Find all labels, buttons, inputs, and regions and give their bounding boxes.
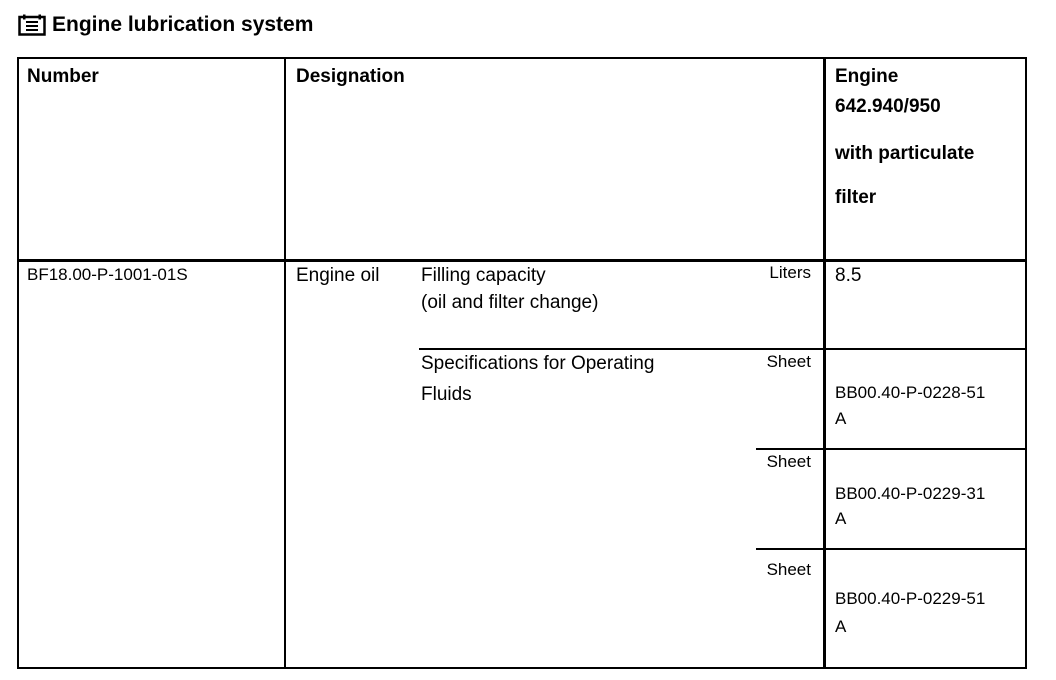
- item-value-line2: A: [835, 409, 847, 428]
- item-value: 8.5: [835, 265, 862, 286]
- item-value-line2: A: [835, 509, 847, 528]
- header-number: Number: [27, 66, 99, 87]
- header-engine-line4: filter: [835, 187, 877, 208]
- item-value-line1: BB00.40-P-0228-51: [835, 383, 986, 402]
- specification-table: [17, 57, 1027, 669]
- item-unit: Sheet: [766, 352, 811, 371]
- row-group: Engine oil: [296, 265, 380, 286]
- item-value-line1: BB00.40-P-0229-31: [835, 484, 986, 503]
- title-text: Engine lubrication system: [52, 13, 314, 36]
- row-number: BF18.00-P-1001-01S: [27, 265, 188, 284]
- row-divider: [756, 548, 1025, 550]
- document-icon: [18, 14, 46, 36]
- item-designation-line1: Specifications for Operating: [421, 353, 655, 374]
- header-designation: Designation: [296, 66, 405, 87]
- header-engine-line2: 642.940/950: [835, 96, 941, 117]
- item-value-line1: BB00.40-P-0229-51: [835, 589, 986, 608]
- header-engine-line1: Engine: [835, 66, 899, 87]
- document-title: [18, 10, 313, 40]
- header-engine-line3: with particulate: [835, 143, 975, 164]
- column-divider: [823, 59, 826, 667]
- item-designation-line2: (oil and filter change): [421, 292, 599, 313]
- item-value-line2: A: [835, 617, 847, 636]
- item-designation-line1: Filling capacity: [421, 265, 546, 286]
- item-designation-line2: Fluids: [421, 384, 472, 405]
- item-unit: Sheet: [766, 560, 811, 579]
- item-unit: Liters: [769, 263, 811, 282]
- item-unit: Sheet: [766, 452, 811, 471]
- column-divider: [284, 59, 286, 667]
